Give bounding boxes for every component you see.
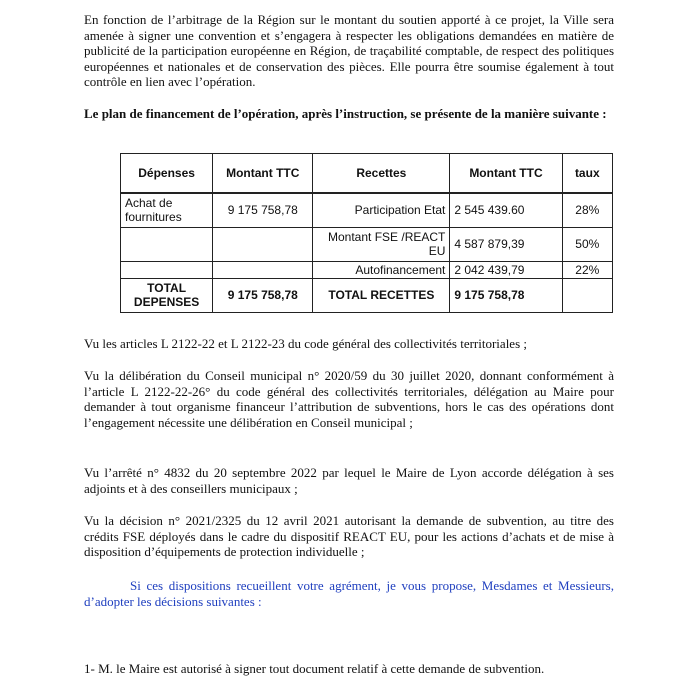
intro-paragraph: En fonction de l’arbitrage de la Région sur le montant du soutien apporté à ce projet, la Ville sera amenée à signer une convention et s’engagera à respecter les obligations demandées en matière de publicité de la participation européenne en Région, de traçabilité comptable, de respect des politiques européennes et nationales et de conservation des pièces. Elle pourra être soumise également à tout contrôle en lien avec l’opération. [84, 12, 614, 89]
financing-table [120, 153, 613, 313]
proposal-paragraph: Si ces dispositions recueillent votre agrément, je vous propose, Mesdames et Messieurs, d’adopter les décisions suivantes : [84, 578, 614, 609]
table-row [121, 227, 613, 261]
header-montant-ttc-recettes: Montant TTC [450, 154, 562, 194]
cell-taux: 28% [562, 193, 612, 227]
cell-montant [213, 261, 313, 278]
cell-depense: Achat de fournitures [121, 193, 213, 227]
vu-decision: Vu la décision n° 2021/2325 du 12 avril 2021 autorisant la demande de subvention, au titre des crédits FSE déployés dans le cadre du dispositif REACT EU, pour les actions d’achats et de mise à disposition d’équipements de protection individuelle ; [84, 513, 614, 559]
table-total-row [121, 278, 613, 312]
cell-taux: 22% [562, 261, 612, 278]
table-row [121, 193, 613, 227]
cell-recette: Participation Etat [313, 193, 450, 227]
cell-total-montant: 9 175 758,78 [213, 278, 313, 312]
cell-montant-recette: 4 587 879,39 [450, 227, 562, 261]
cell-montant: 9 175 758,78 [213, 193, 313, 227]
cell-total-montant-recettes: 9 175 758,78 [450, 278, 562, 312]
cell-recette: Autofinancement [313, 261, 450, 278]
cell-montant [213, 227, 313, 261]
cell-depense [121, 227, 213, 261]
cell-recette: Montant FSE /REACT EU [313, 227, 450, 261]
decision-item-1: 1- M. le Maire est autorisé à signer tout document relatif à cette demande de subvention. [84, 661, 545, 676]
cell-depense [121, 261, 213, 278]
cell-montant-recette: 2 042 439,79 [450, 261, 562, 278]
vu-deliberation: Vu la délibération du Conseil municipal n° 2020/59 du 30 juillet 2020, donnant conformément à l’article L 2122-22-26° du code général des collectivités territoriales, délégation au Maire pour demander à tout organisme financeur l’attribution de subventions, hors le cas des opérations dont l’engagement nécessite une délibération en Conseil municipal ; [84, 368, 614, 430]
cell-total-taux [562, 278, 612, 312]
header-montant-ttc: Montant TTC [213, 154, 313, 194]
cell-total-recettes: TOTAL RECETTES [313, 278, 450, 312]
vu-arrete: Vu l’arrêté n° 4832 du 20 septembre 2022 par lequel le Maire de Lyon accorde délégation à ses adjoints et à des conseillers municipaux ; [84, 465, 614, 496]
table-header-row [121, 154, 613, 194]
table-row [121, 261, 613, 278]
cell-total-depenses: TOTAL DEPENSES [121, 278, 213, 312]
header-recettes: Recettes [313, 154, 450, 194]
cell-taux: 50% [562, 227, 612, 261]
header-depenses: Dépenses [121, 154, 213, 194]
cell-montant-recette: 2 545 439.60 [450, 193, 562, 227]
vu-articles: Vu les articles L 2122-22 et L 2122-23 du code général des collectivités territoriales ; [84, 336, 527, 351]
financing-heading: Le plan de financement de l’opération, après l’instruction, se présente de la manière suivante : [84, 106, 607, 121]
header-taux: taux [562, 154, 612, 194]
